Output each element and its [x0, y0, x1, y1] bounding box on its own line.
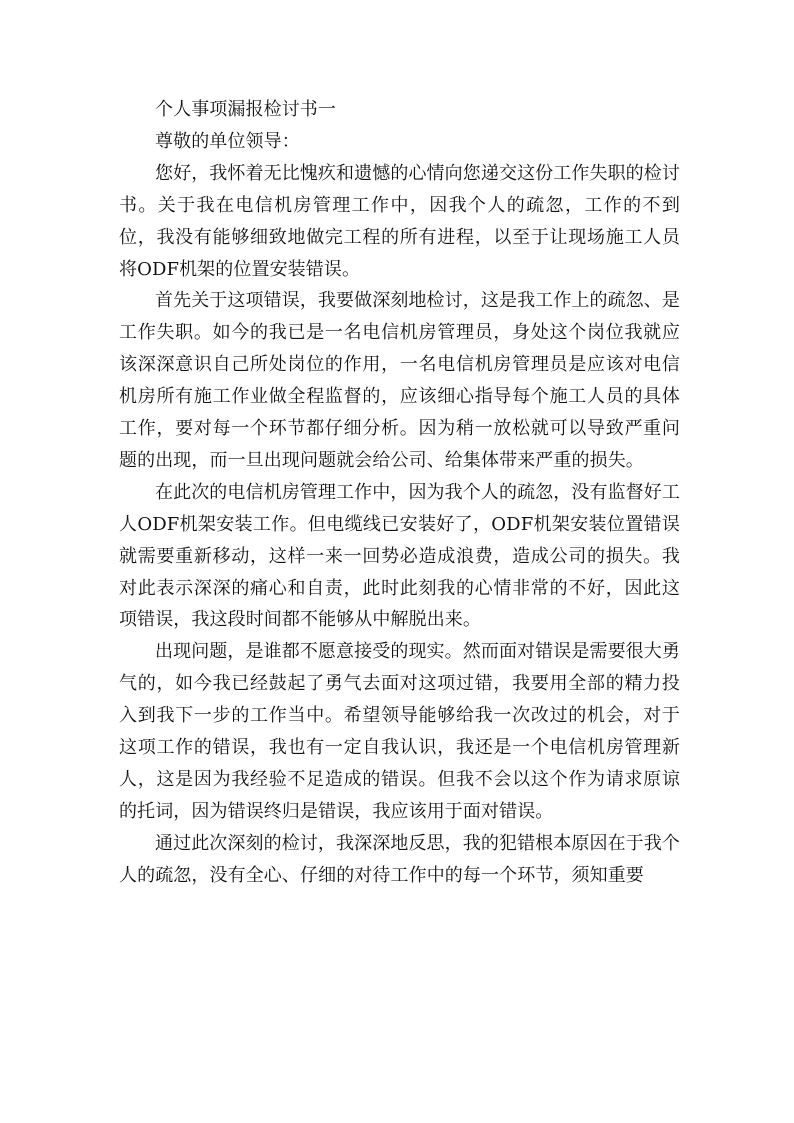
paragraph-incident: 在此次的电信机房管理工作中，因为我个人的疏忽，没有监督好工人ODF机架安装工作。但电缆线已安装好了，ODF机架安装位置错误就需要重新移动，这样一来一回势必造成浪费，造成公司的损失。我对此表示深深的痛心和自责，此时此刻我的心情非常的不好，因此这项错误，我这段时间都不能够从中解脱出来。 [119, 481, 680, 631]
paragraph-self-criticism: 首先关于这项错误，我要做深刻地检讨，这是我工作上的疏忽、是工作失职。如今的我已是一名电信机房管理员，身处这个岗位我就应该深深意识自己所处岗位的作用，一名电信机房管理员是应该对电信机房所有施工作业做全程监督的，应该细心指导每个施工人员的具体工作，要对每一个环节都仔细分析。因为稍一放松就可以导致严重问题的出现，而一旦出现问题就会给公司、给集体带来严重的损失。 [119, 290, 680, 471]
document-title: 个人事项漏报检讨书一 [155, 99, 336, 120]
paragraph-responsibility: 出现问题，是谁都不愿意接受的现实。然而面对错误是需要很大勇气的，如今我已经鼓起了勇气去面对这项过错，我要用全部的精力投入到我下一步的工作当中。希望领导能够给我一次改过的机会，对于这项工作的错误，我也有一定自我认识，我还是一个电信机房管理新人，这是因为我经验不足造成的错误。但我不会以这个作为请求原谅的托词，因为错误终归是错误，我应该用于面对错误。 [119, 641, 680, 822]
salutation: 尊敬的单位领导： [155, 130, 300, 152]
document-body [119, 94, 680, 892]
paragraph-greeting: 您好，我怀着无比愧疚和遗憾的心情向您递交这份工作失职的检讨书。关于我在电信机房管理工作中，因我个人的疏忽，工作的不到位，我没有能够细致地做完工程的所有进程，以至于让现场施工人员将ODF机架的位置安装错误。 [119, 162, 680, 280]
paragraph-reflection: 通过此次深刻的检讨，我深深地反思，我的犯错根本原因在于我个人的疏忽，没有全心、仔细的对待工作中的每一个环节，须知重要 [119, 832, 680, 886]
